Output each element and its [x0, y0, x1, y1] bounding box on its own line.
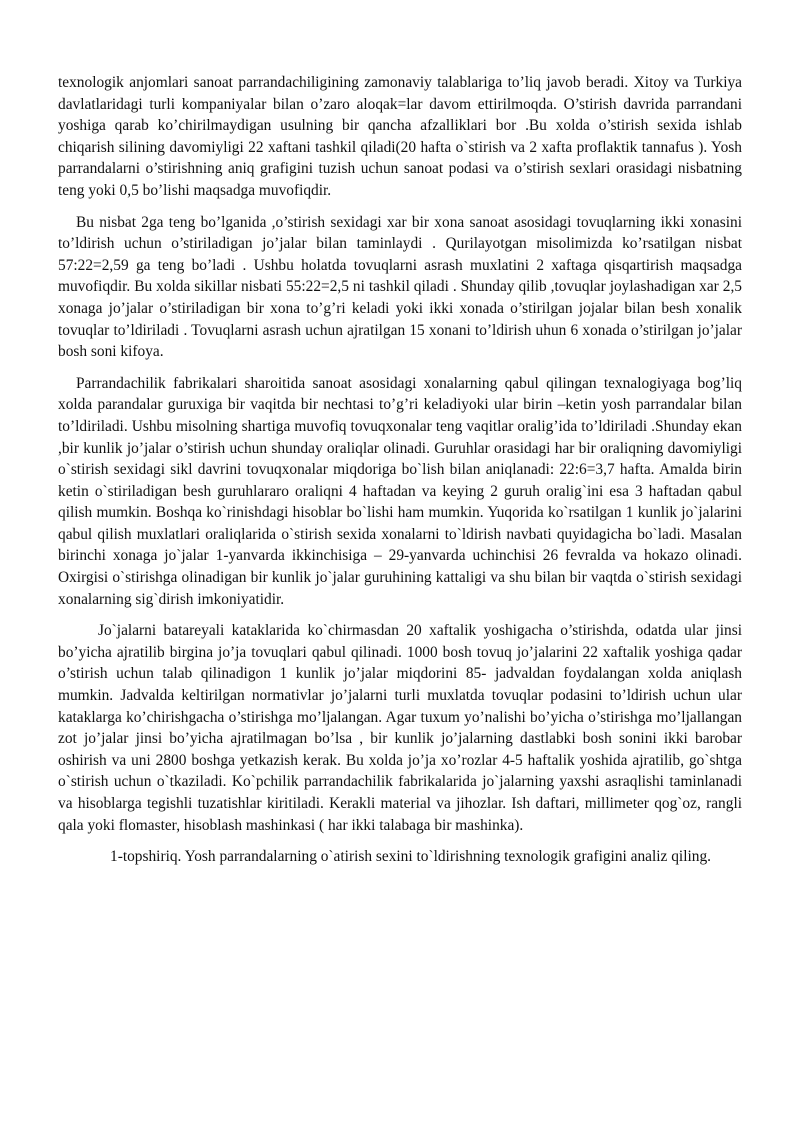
paragraph-3: Parrandachilik fabrikalari sharoitida sanoat asosidagi xonalarning qabul qilingan texnalogiyaga bog’liq xolda parandalar guruxiga bir vaqitda bir nechtasi to’g’ri keladiyoki ular birin –ketin yosh parrandalar bilan to’ldiriladi. Ushbu misolning shartiga muvofiq tovuqxonalar teng vaqitlar oralig’ida to’ldiriladi .Shunday ekan ,bir kunlik jo’jalar o’stirish uchun shunday oraliqlar olinadi. Guruhlar orasidagi har bir oraliqning davomiyligi o`stirish sexidagi sikl davrini tovuqxonalar miqdoriga bo`lish bilan aniqlanadi: 22:6=3,7 hafta. Amalda birin ketin o`stiriladigan besh guruhlararo oraliqni 4 haftadan va keying 2 guruh oralig`ini esa 3 haftadan qabul qilish mumkin. Boshqa ko`rinishdagi hisoblar bo`lishi ham mumkin. Yuqorida ko`rsatilgan 1 kunlik jo`jalarini qabul qilish muxlatlari oraliqlarida o`stirish sexida xonalarni to`ldirish navbati quyidagicha bo`ladi. Masalan birinchi xonaga jo`jalar 1-yanvarda ikkinchisiga – 29-yanvarda uchinchisi 26 fevralda va hokazo olinadi. Oxirgisi o`stirishga olinadigan bir kunlik jo`jalar guruhining kattaligi va shu bilan bir vaqtda o`stirish sexidagi xonalarning sig`dirish imkoniyatidir. — [58, 374, 742, 608]
paragraph-2: Bu nisbat 2ga teng bo’lganida ,o’stirish sexidagi xar bir xona sanoat asosidagi tovuqlarning ikki xonasini to’ldirish uchun o’stiriladigan jo’jalar bilan taminlaydi . Qurilayotgan misolimizda ko’rsatilgan nisbat 57:22=2,59 ga teng bo’ladi . Ushbu holatda tovuqlarni asrash muxlatini 2 xaftaga qisqartirish maqsadga muvofiqdir. Bu xolda sikillar nisbati 55:22=2,5 ni tashkil qiladi . Shunday qilib ,tovuqlar joylashadigan xar 2,5 xonaga jo’jalar o’stiriladigan bir xona to’g’ri keladi yoki ikki xonada o’stirilgan jojalar bilan besh xonalik tovuqlar to’ldiriladi . Tovuqlarni asrash uchun ajratilgan 15 xonani to’ldirish uhun 6 xonada o’stirilgan jo’jalar bosh soni kifoya. — [58, 213, 742, 361]
paragraph-4: Jo`jalarni batareyali kataklarida ko`chirmasdan 20 xaftalik yoshigacha o’stirishda, odatda ular jinsi bo’yicha ajratilib birgina jo’ja tovuqlari qabul qilinadi. 1000 bosh tovuq jo’jalarini 22 xaftalik yoshiga qadar o’stirish uchun talab qilinadigon 1 kunlik jo’jalar miqdorini 85- jadvaldan foydalangan xolda aniqlash mumkin. Jadvalda keltirilgan normativlar jo’jalarni turli muxlatda tovuqlar podasini to’ldirish uchun ular kataklarga ko’chirishgacha o’stirishga mo’ljalangan. Agar tuxum yo’nalishi bo’yicha o’stirishga mo’ljallangan zot jo’jalar jinsi bo’yicha ajratilmagan bo’lsa , bir kunlik jo’jalarning dastlabki bosh sonini ikki barobar oshirish va uni 2800 boshga yetkazish kerak. Bu xolda jo’ja xo’rozlar 4-5 haftalik yoshida ajratilib, go`shtga o`stirish uchun o`tkaziladi. Ko`pchilik parrandachilik fabrikalarida jo`jalarning yaxshi asraqlishi taminlanadi va hisoblarga tegishli tuzatishlar kiritiladi. Kerakli material va jihozlar. Ish daftari, millimeter qog`oz, rangli qala yoki flomaster, hisoblash mashinkasi ( har ikki talabaga bir mashinka). — [58, 622, 742, 834]
task-paragraph: 1-topshiriq. Yosh parrandalarning o`atirish sexini to`ldirishning texnologik grafigini analiz qiling. — [110, 848, 711, 866]
document-page — [58, 72, 742, 878]
paragraph-1: texnologik anjomlari sanoat parrandachiligining zamonaviy talablariga to’liq javob beradi. Xitoy va Turkiya davlatlaridagi turli kompaniyalar bilan o’zaro aloqak=lar davom ettirilmoqda. O’stirish davrida parrandani yoshiga qarab ko’chirilmaydigan usulning bir qancha afzalliklari bor .Bu xolda o’stirish sexida ishlab chiqarish silining davomiyligi 22 xaftani tashkil qiladi(20 hafta o`stirish va 2 xafta proflaktik tannafus ). Yosh parrandalarni o’stirishning aniq grafigini tuzish uchun sanoat podasi va o’stirish sexlari orasidagi nisbatning teng yoki 0,5 bo’lishi maqsadga muvofiqdir. — [58, 74, 742, 199]
